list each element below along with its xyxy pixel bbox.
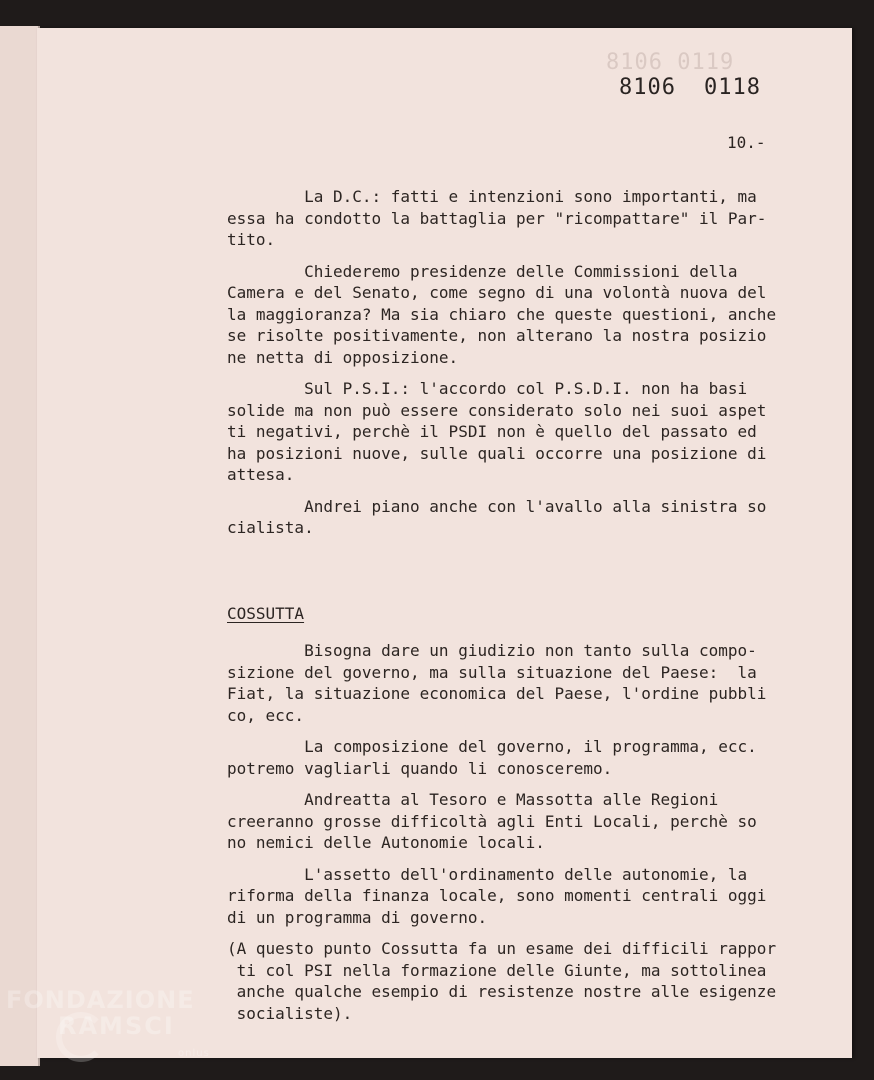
text-line: di un programma di governo. bbox=[227, 907, 488, 927]
text-line: se risolte positivamente, non alterano la nostra posizio bbox=[227, 326, 767, 345]
text-line: creeranno grosse difficoltà agli Enti Locali, perchè so bbox=[227, 811, 757, 831]
text-line: L'assetto dell'ordinamento delle autonomie, la bbox=[227, 864, 748, 884]
text-line: essa ha condotto la battaglia per "ricompattare" il Par- bbox=[227, 208, 767, 228]
text-line: Andreatta al Tesoro e Massotta alle Regioni bbox=[227, 790, 719, 809]
stamp-code-b: 0118 bbox=[703, 75, 761, 100]
text-line: riforma della finanza locale, sono momenti centrali oggi bbox=[227, 886, 767, 905]
paragraph bbox=[227, 261, 787, 369]
text-line: sizione del governo, ma sulla situazione del Paese: la bbox=[227, 662, 757, 682]
previous-page-edge bbox=[0, 26, 40, 1066]
paragraph bbox=[227, 640, 787, 726]
paragraph bbox=[227, 789, 787, 854]
text-line: Sul P.S.I.: l'accordo col P.S.D.I. non ha basi bbox=[227, 379, 748, 398]
speaker-heading: COSSUTTA bbox=[227, 604, 305, 623]
text-line: Andrei piano anche con l'avallo alla sinistra so bbox=[227, 496, 767, 516]
text-line: La D.C.: fatti e intenzioni sono importanti, ma bbox=[227, 187, 757, 206]
archive-stamp bbox=[619, 75, 761, 100]
g-logo-icon bbox=[56, 1012, 106, 1062]
text-line: la maggioranza? Ma sia chiaro che queste questioni, anche bbox=[227, 304, 777, 324]
text-line: Chiederemo presidenze delle Commissioni della bbox=[227, 261, 738, 281]
typed-text-section-2 bbox=[227, 640, 787, 1034]
paragraph bbox=[227, 186, 787, 251]
paragraph bbox=[227, 496, 787, 539]
fondazione-gramsci-watermark bbox=[6, 986, 210, 1059]
text-line: Fiat, la situazione economica del Paese, l'ordine pubbli bbox=[227, 684, 767, 703]
paragraph bbox=[227, 378, 787, 486]
text-line: attesa. bbox=[227, 465, 295, 484]
text-line: Camera e del Senato, come segno di una volontà nuova del bbox=[227, 283, 767, 302]
paragraph bbox=[227, 864, 787, 929]
text-line: potremo vagliarli quando li conosceremo. bbox=[227, 758, 613, 778]
text-line: ne netta di opposizione. bbox=[227, 347, 459, 367]
text-line: (A questo punto Cossutta fa un esame dei difficili rappor bbox=[227, 939, 777, 958]
watermark-line2: RAMSCI bbox=[58, 1012, 175, 1040]
text-line: co, ecc. bbox=[227, 705, 305, 725]
document-page bbox=[37, 28, 852, 1058]
text-line: ha posizioni nuove, sulle quali occorre una posizione di bbox=[227, 443, 767, 463]
watermark-line1: FONDAZIONE bbox=[6, 986, 195, 1014]
text-line: no nemici delle Autonomie locali. bbox=[227, 833, 545, 852]
typed-text-section-1 bbox=[227, 186, 787, 549]
paragraph bbox=[227, 938, 787, 1024]
text-line: tito. bbox=[227, 230, 276, 249]
page-number: 10.- bbox=[727, 133, 766, 152]
text-line: anche qualche esempio di resistenze nostre alle esigenze bbox=[227, 982, 777, 1001]
text-line: ti col PSI nella formazione delle Giunte, ma sottolinea bbox=[227, 960, 767, 980]
text-line: Bisogna dare un giudizio non tanto sulla compo- bbox=[227, 641, 757, 660]
text-line: La composizione del governo, il programma, ecc. bbox=[227, 737, 757, 756]
text-line: socialiste). bbox=[227, 1003, 353, 1023]
text-line: ti negativi, perchè il PSDI non è quello del passato ed bbox=[227, 422, 757, 441]
stamp-show-through: 8106 0119 bbox=[606, 50, 735, 75]
stamp-code-a: 8106 bbox=[619, 75, 676, 100]
paragraph bbox=[227, 736, 787, 779]
text-line: cialista. bbox=[227, 518, 314, 537]
watermark-line3: onlus bbox=[178, 1048, 210, 1059]
text-line: solide ma non può essere considerato solo nei suoi aspet bbox=[227, 400, 767, 420]
